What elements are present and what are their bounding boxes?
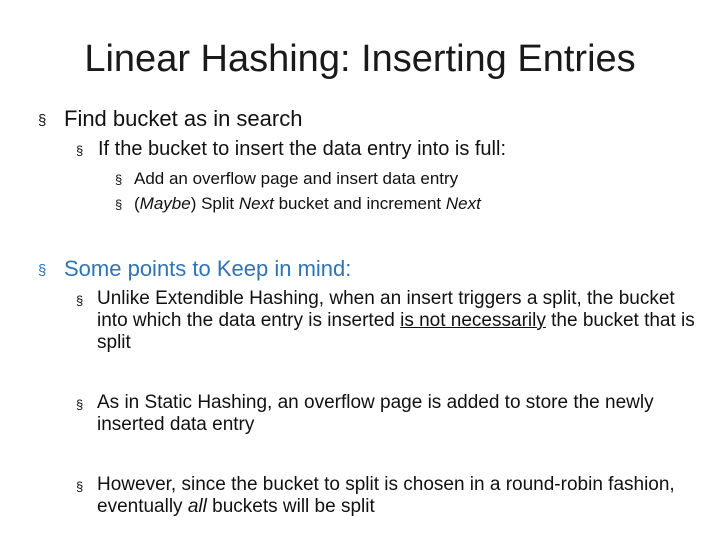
note-unlike-extendible: [76, 288, 700, 354]
note-text: As in Static Hashing, an overflow page is added to store the newly inserted data entry: [97, 392, 654, 435]
bullet-text: Some points to Keep in mind:: [64, 256, 352, 281]
note-text-before: However, since the bucket to split is chosen in a round-robin fashion, eventually: [97, 474, 675, 517]
bullet-find-bucket: [38, 106, 688, 132]
note-text-before: Unlike Extendible Hashing, when an insert triggers a split, the bucket into which the data entry is inserted: [97, 288, 675, 331]
note-text: [97, 288, 700, 354]
bullet-icon: §: [76, 143, 84, 158]
bullet-text: (Maybe) Split Next bucket and increment Next: [134, 194, 481, 213]
bullet-text: Find bucket as in search: [64, 106, 303, 131]
split-text-1: ) Split: [190, 194, 239, 213]
bullet-points-to-keep: [38, 256, 688, 282]
note-text: [97, 474, 700, 518]
slide-title: Linear Hashing: Inserting Entries: [84, 38, 636, 80]
bullet-icon: §: [76, 293, 84, 308]
next-emphasis-1: Next: [238, 194, 274, 213]
bullet-text: If the bucket to insert the data entry into is full:: [98, 138, 506, 160]
bullet-icon: §: [76, 397, 84, 412]
bullet-icon: §: [115, 197, 123, 212]
bullet-add-overflow: [115, 168, 720, 190]
split-text-2: bucket and increment: [273, 194, 446, 213]
bullet-bucket-full: [76, 137, 696, 161]
next-emphasis-2: Next: [445, 194, 481, 213]
all-emphasis: all: [187, 496, 207, 517]
underlined-phrase: is not necessarily: [400, 310, 546, 331]
note-round-robin: [76, 474, 700, 518]
note-static-hashing: [76, 392, 700, 436]
bullet-icon: §: [76, 479, 84, 494]
bullet-icon: §: [38, 262, 47, 279]
note-text-after: buckets will be split: [206, 496, 375, 517]
bullet-icon: §: [38, 112, 47, 129]
bullet-maybe-split: [115, 193, 720, 215]
maybe-emphasis: Maybe: [139, 194, 191, 213]
bullet-text: Add an overflow page and insert data entry: [134, 169, 459, 188]
bullet-icon: §: [115, 172, 123, 187]
note-text-after: the bucket that is split: [97, 310, 695, 353]
